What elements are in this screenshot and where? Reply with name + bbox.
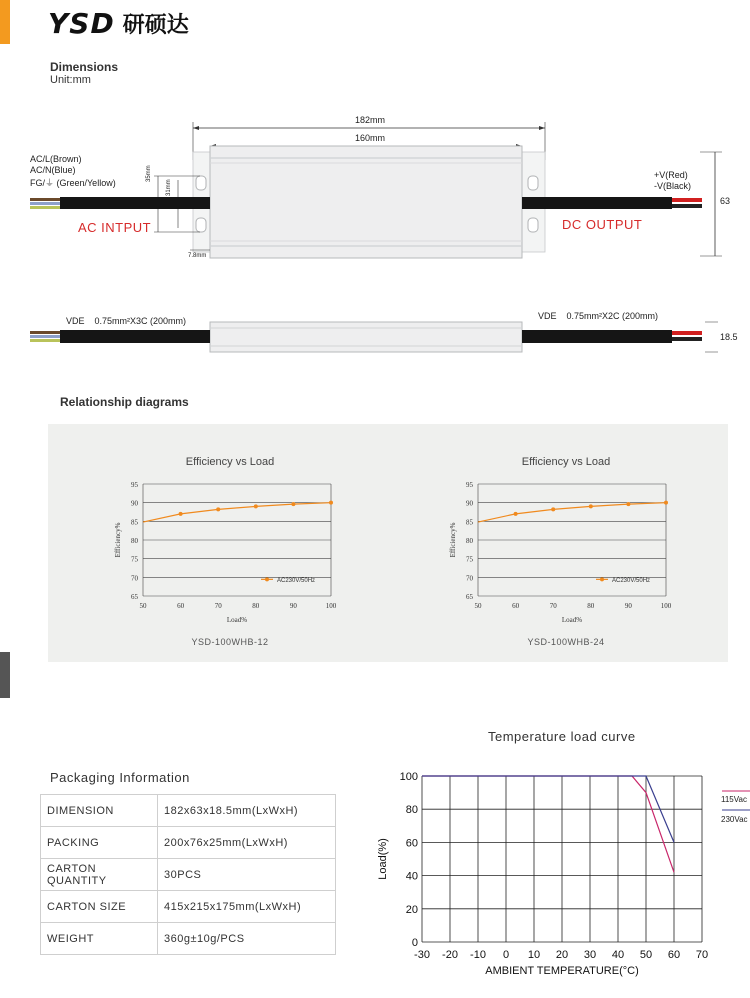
y-tick-label: 70 — [131, 574, 138, 583]
table-row — [41, 923, 336, 955]
y-tick-label: 40 — [405, 870, 418, 883]
x-tick-label: -20 — [442, 949, 458, 961]
row-key: CARTON SIZE — [41, 891, 158, 923]
wire-blue — [30, 335, 60, 338]
input-cable-spec: VDE 0.75mm²X3C (200mm) — [66, 316, 187, 326]
wire-black — [672, 337, 702, 341]
wire-red — [672, 331, 702, 335]
data-point — [291, 502, 295, 506]
y-tick-label: 75 — [466, 555, 473, 564]
y-tick-label: 90 — [131, 499, 138, 508]
x-tick-label: 90 — [624, 602, 632, 610]
wire-green — [30, 206, 60, 209]
row-key: DIMENSION — [41, 795, 158, 827]
row-key: WEIGHT — [41, 923, 158, 955]
y-tick-label: 65 — [131, 593, 138, 601]
x-tick-label: 100 — [325, 602, 337, 610]
series-line — [143, 503, 331, 522]
y-tick-label: 90 — [466, 499, 473, 508]
efficiency-chart-title: Efficiency vs Load — [185, 456, 275, 468]
y-tick-label: 0 — [411, 937, 418, 949]
dimensions-unit: Unit:mm — [50, 74, 91, 86]
side-input-cable — [60, 330, 210, 343]
side-output-cable — [522, 330, 672, 343]
temperature-chart — [372, 756, 750, 992]
x-tick-label: 0 — [502, 949, 510, 961]
row-value: 415x215x175mm(LxWxH) — [158, 891, 336, 923]
table-row — [41, 795, 336, 827]
table-row — [41, 827, 336, 859]
data-point — [514, 512, 518, 516]
row-key: PACKING — [41, 827, 158, 859]
y-tick-label: 95 — [131, 481, 138, 489]
output-wire-neg: -V(Black) — [654, 181, 692, 191]
data-point — [589, 504, 593, 508]
x-tick-label: 50 — [639, 949, 653, 961]
wire-brown — [30, 331, 60, 334]
input-cable — [60, 197, 210, 209]
x-tick-label: 50 — [474, 602, 482, 610]
wire-green — [30, 339, 60, 342]
dimensions-title: Dimensions — [50, 60, 119, 74]
x-tick-label: 20 — [555, 949, 569, 961]
data-point — [626, 502, 630, 506]
legend-marker — [600, 577, 604, 581]
relationship-title: Relationship diagrams — [60, 395, 189, 409]
efficiency-chart-title: Efficiency vs Load — [521, 456, 611, 468]
ac-input-label: AC INTPUT — [78, 220, 152, 235]
x-tick-label: 90 — [289, 602, 297, 610]
x-tick-label: 70 — [214, 602, 222, 610]
x-tick-label: 50 — [139, 602, 147, 610]
dim-arrow — [539, 126, 545, 130]
data-point — [329, 501, 333, 505]
data-point — [254, 504, 258, 508]
x-tick-label: 70 — [695, 949, 709, 961]
dim-31-label: 31mm — [166, 179, 172, 196]
output-cable-spec: VDE 0.75mm²X2C (200mm) — [538, 311, 659, 321]
table-row — [41, 891, 336, 923]
row-key: CARTON QUANTITY — [41, 859, 158, 891]
mount-slot — [196, 176, 206, 190]
y-tick-label: 20 — [405, 903, 418, 916]
y-axis-label: Load(%) — [377, 838, 389, 880]
series-line — [422, 776, 674, 872]
y-tick-label: 80 — [405, 804, 418, 817]
y-tick-label: 65 — [466, 593, 473, 601]
row-value: 30PCS — [158, 859, 336, 891]
x-tick-label: 100 — [660, 602, 672, 610]
accent-tab — [0, 0, 10, 44]
x-axis-label: AMBIENT TEMPERATURE(°C) — [485, 965, 639, 977]
x-tick-label: 70 — [549, 602, 557, 610]
x-tick-label: -10 — [470, 949, 486, 961]
y-tick-label: 60 — [405, 837, 418, 850]
y-axis-label: Efficiency% — [114, 522, 122, 558]
y-tick-label: 85 — [131, 518, 138, 527]
y-tick-label: 85 — [466, 518, 473, 527]
x-tick-label: 40 — [611, 949, 625, 961]
efficiency-chart-12 — [108, 478, 348, 628]
y-tick-label: 80 — [131, 537, 138, 545]
data-point — [664, 501, 668, 505]
row-value: 360g±10g/PCS — [158, 923, 336, 955]
side-tab — [0, 652, 10, 698]
legend-label: 230Vac — [721, 815, 748, 824]
y-tick-label: 70 — [466, 574, 473, 583]
packaging-table — [40, 794, 336, 955]
side-housing — [210, 322, 522, 352]
wire-blue — [30, 202, 60, 205]
wire-brown — [30, 198, 60, 201]
data-point — [551, 507, 555, 511]
x-tick-label: 60 — [667, 949, 681, 961]
x-tick-label: 60 — [177, 602, 185, 610]
x-tick-label: 60 — [512, 602, 520, 610]
temperature-title: Temperature load curve — [488, 729, 636, 744]
mount-slot — [528, 176, 538, 190]
x-tick-label: 30 — [583, 949, 597, 961]
mount-slot — [528, 218, 538, 232]
row-value: 182x63x18.5mm(LxWxH) — [158, 795, 336, 827]
wire-black — [672, 204, 702, 208]
dim-35-label: 35mm — [146, 165, 152, 182]
mount-slot — [196, 218, 206, 232]
x-tick-label: 80 — [252, 602, 260, 610]
wire-red — [672, 198, 702, 202]
table-row — [41, 859, 336, 891]
output-wire-pos: +V(Red) — [654, 170, 688, 180]
y-axis-label: Efficiency% — [449, 522, 457, 558]
series-line — [478, 503, 666, 522]
y-tick-label: 95 — [466, 481, 473, 489]
y-tick-label: 80 — [466, 537, 473, 545]
input-wire-l: AC/L(Brown) — [30, 154, 82, 164]
x-tick-label: -30 — [414, 949, 430, 961]
dim-arrow — [193, 126, 199, 130]
brand-logo — [48, 6, 189, 40]
x-tick-label: 80 — [587, 602, 595, 610]
row-value: 200x76x25mm(LxWxH) — [158, 827, 336, 859]
dim-160-label: 160mm — [354, 133, 385, 143]
dim-185-label: 18.5 — [720, 332, 738, 342]
brand-mark: YSD — [48, 6, 115, 40]
x-axis-label: Load% — [226, 616, 248, 624]
data-point — [179, 512, 183, 516]
model-label-24: YSD-100WHB-24 — [527, 637, 605, 647]
dim-182-label: 182mm — [354, 115, 385, 125]
model-label-12: YSD-100WHB-12 — [191, 637, 269, 647]
data-point — [216, 507, 220, 511]
input-wire-fg: FG/⏚ (Green/Yellow) — [30, 178, 116, 188]
x-axis-label: Load% — [561, 616, 583, 624]
packaging-title: Packaging Information — [50, 770, 190, 785]
dim-78-label: 7.8mm — [188, 253, 207, 259]
y-tick-label: 100 — [399, 771, 418, 783]
y-tick-label: 75 — [131, 555, 138, 564]
legend-label: AC230V/50Hz — [277, 577, 316, 584]
x-tick-label: 10 — [527, 949, 541, 961]
legend-label: 115Vac — [721, 795, 747, 804]
dc-output-label: DC OUTPUT — [562, 217, 643, 232]
brand-name: 研硕达 — [122, 12, 189, 38]
dim-63-label: 63 — [720, 196, 731, 206]
efficiency-chart-24 — [443, 478, 683, 628]
input-wire-n: AC/N(Blue) — [30, 165, 76, 175]
legend-marker — [265, 577, 269, 581]
output-cable — [522, 197, 672, 209]
legend-label: AC230V/50Hz — [612, 577, 651, 584]
